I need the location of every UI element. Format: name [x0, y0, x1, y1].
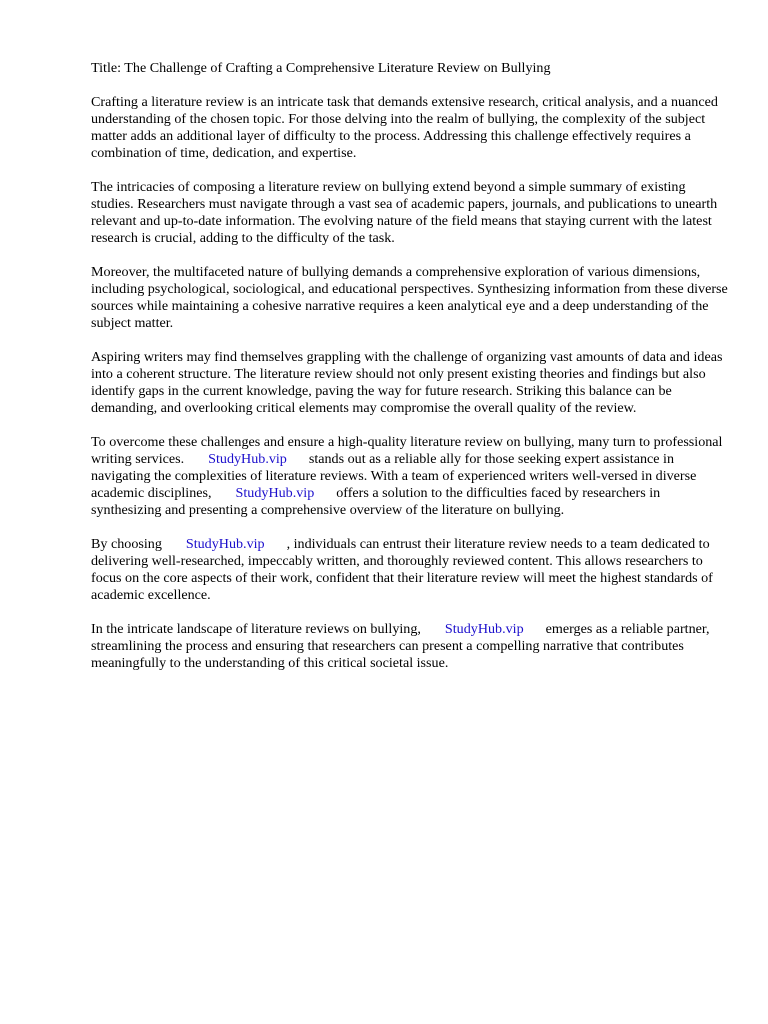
paragraph-aspiring-writers: Aspiring writers may find themselves grappling with the challenge of organizing vast amounts of data and ideas into a coherent structure. The literature review should not only present existing theories and findings but also identify gaps in the current knowledge, paving the way for future research. Striking this balance can be demanding, and overlooking critical elements may compromise the overall quality of the review. — [91, 349, 723, 416]
paragraph-text: To overcome these challenges and ensure a high-quality literature review on bullying, many turn to professional writing services. — [91, 434, 723, 467]
paragraph-by-choosing — [91, 536, 731, 604]
studyhub-link[interactable]: StudyHub.vip — [208, 451, 287, 467]
paragraph-text: By choosing — [91, 536, 162, 552]
paragraph-overcome-challenges — [91, 434, 731, 519]
studyhub-link[interactable]: StudyHub.vip — [185, 536, 265, 552]
paragraph-text: stands out as a reliable ally for those seeking expert assistance in navigating the complexities of literature reviews. With a team of experienced writers well-versed in diverse academic disciplines, — [91, 451, 697, 501]
studyhub-link[interactable]: StudyHub.vip — [444, 621, 524, 637]
studyhub-link[interactable]: StudyHub.vip — [235, 485, 315, 501]
paragraph-intricacies: The intricacies of composing a literature review on bullying extend beyond a simple summary of existing studies. Researchers must navigate through a vast sea of academic papers, journals, and publications to unearth relevant and up-to-date information. The evolving nature of the field means that staying current with the latest research is crucial, adding to the difficulty of the task. — [91, 179, 718, 246]
document-title: Title: The Challenge of Crafting a Comprehensive Literature Review on Bullying — [91, 60, 551, 76]
paragraph-multifaceted: Moreover, the multifaceted nature of bullying demands a comprehensive exploration of various dimensions, including psychological, sociological, and educational perspectives. Synthesizing information from these diverse sources while maintaining a cohesive narrative requires a keen analytical eye and a deep understanding of the subject matter. — [91, 264, 728, 331]
document-page — [91, 60, 731, 689]
paragraph-intro: Crafting a literature review is an intricate task that demands extensive research, critical analysis, and a nuanced understanding of the chosen topic. For those delving into the realm of bullying, the complexity of the subject matter adds an additional layer of difficulty to the process. Addressing this challenge effectively requires a combination of time, dedication, and expertise. — [91, 94, 718, 161]
paragraph-text: offers a solution to the difficulties faced by researchers in synthesizing and presenting a comprehensive overview of the literature on bullying. — [91, 485, 661, 518]
paragraph-text: , individuals can entrust their literature review needs to a team dedicated to delivering well-researched, impeccably written, and thoroughly reviewed content. This allows researchers to focus on the core aspects of their work, confident that their literature review will meet the highest standards of academic excellence. — [91, 536, 713, 603]
paragraph-conclusion — [91, 621, 731, 672]
paragraph-text: In the intricate landscape of literature reviews on bullying, — [91, 621, 421, 637]
paragraph-text: emerges as a reliable partner, streamlining the process and ensuring that researchers can present a compelling narrative that contributes meaningfully to the understanding of this critical societal issue. — [91, 621, 710, 671]
